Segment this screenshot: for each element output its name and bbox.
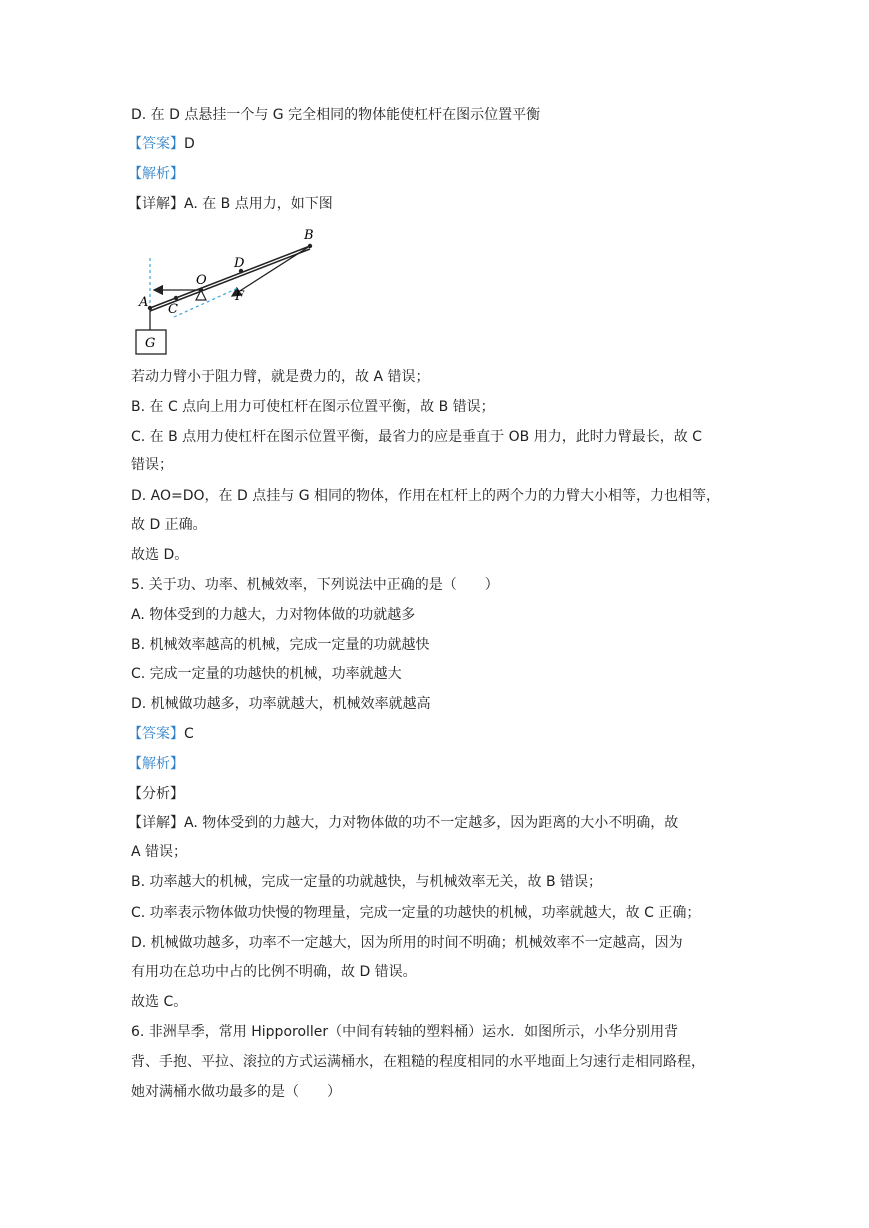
blue-dash-extension (174, 288, 238, 317)
q5-option-a: A. 物体受到的力越大，力对物体做的功就越多 (131, 607, 416, 623)
q5-stem: 5. 关于功、功率、机械效率，下列说法中正确的是（ ） (131, 577, 499, 593)
point-o (199, 288, 203, 292)
q5-analysis-tag: 【解析】 (128, 756, 184, 772)
q5-explain-4a: D. 机械做功越多，功率不一定越大，因为所用的时间不明确；机械效率不一定越高，因为 (131, 935, 683, 951)
answer-value: D (184, 136, 195, 152)
q5-explain-3: C. 功率表示物体做功快慢的物理量，完成一定量的功越快的机械，功率就越大，故 C 正确； (131, 905, 701, 921)
q4-explain-2: B. 在 C 点向上用力可使杠杆在图示位置平衡，故 B 错误； (131, 399, 495, 415)
label-c: C (168, 302, 178, 317)
q5-option-d: D. 机械做功越多，功率就越大，机械效率就越高 (131, 696, 431, 712)
q5-explain-2: B. 功率越大的机械，完成一定量的功就越快，与机械效率无关，故 B 错误； (131, 874, 603, 890)
q6-stem-1: 6. 非洲旱季，常用 Hipporoller（中间有转轴的塑料桶）运水．如图所示，小华分别用背 (131, 1024, 679, 1040)
q4-option-d: D. 在 D 点悬挂一个与 G 完全相同的物体能使杠杆在图示位置平衡 (131, 107, 541, 123)
q5-explain-1b: A 错误； (131, 844, 188, 860)
point-b (308, 244, 312, 248)
q4-explain-3b: 错误； (131, 457, 173, 473)
q4-detail-line (128, 194, 333, 214)
detail-text: A. 在 B 点用力，如下图 (184, 196, 333, 212)
q4-answer-line (128, 134, 195, 154)
label-b: B (304, 228, 314, 243)
q6-stem-2: 背、手抱、平拉、滚拉的方式运满桶水，在粗糙的程度相同的水平地面上匀速行走相同路程， (131, 1054, 705, 1070)
detail-tag: 【详解】 (128, 815, 184, 831)
q4-explain-3a: C. 在 B 点用力使杠杆在图示位置平衡，最省力的应是垂直于 OB 用力，此时力臂最长，故 C (131, 429, 702, 445)
answer-tag: 【答案】 (128, 726, 184, 742)
q5-explain-4b: 有用功在总功中占的比例不明确，故 D 错误。 (131, 964, 417, 980)
q4-explain-4a: D. AO=DO，在 D 点挂与 G 相同的物体，作用在杠杆上的两个力的力臂大小相等，力也相等， (131, 488, 720, 504)
point-c (174, 296, 178, 300)
q4-explain-1: 若动力臂小于阻力臂，就是费力的，故 A 错误； (131, 369, 430, 385)
q5-option-b: B. 机械效率越高的机械，完成一定量的功就越快 (131, 637, 430, 653)
q4-explain-4b: 故 D 正确。 (131, 517, 207, 533)
q6-stem-3: 她对满桶水做功最多的是（ ） (131, 1084, 341, 1100)
label-f: F (235, 289, 245, 304)
label-a: A (139, 295, 149, 310)
lever-figure (128, 222, 328, 360)
q4-analysis-tag: 【解析】 (128, 166, 184, 182)
label-d: D (234, 256, 245, 271)
detail-text: A. 物体受到的力越大，力对物体做的功不一定越多，因为距离的大小不明确，故 (184, 815, 679, 831)
answer-value: C (184, 726, 194, 742)
answer-tag: 【答案】 (128, 136, 184, 152)
label-g: G (145, 336, 156, 351)
q4-conclusion: 故选 D。 (131, 547, 189, 563)
detail-tag: 【详解】 (128, 196, 184, 212)
q5-option-c: C. 完成一定量的功越快的机械，功率就越大 (131, 666, 402, 682)
q5-fenxi-tag: 【分析】 (128, 786, 184, 802)
q5-answer-line (128, 724, 194, 744)
q5-conclusion: 故选 C。 (131, 994, 188, 1010)
label-o: O (196, 273, 207, 288)
q5-detail-line (128, 813, 678, 833)
